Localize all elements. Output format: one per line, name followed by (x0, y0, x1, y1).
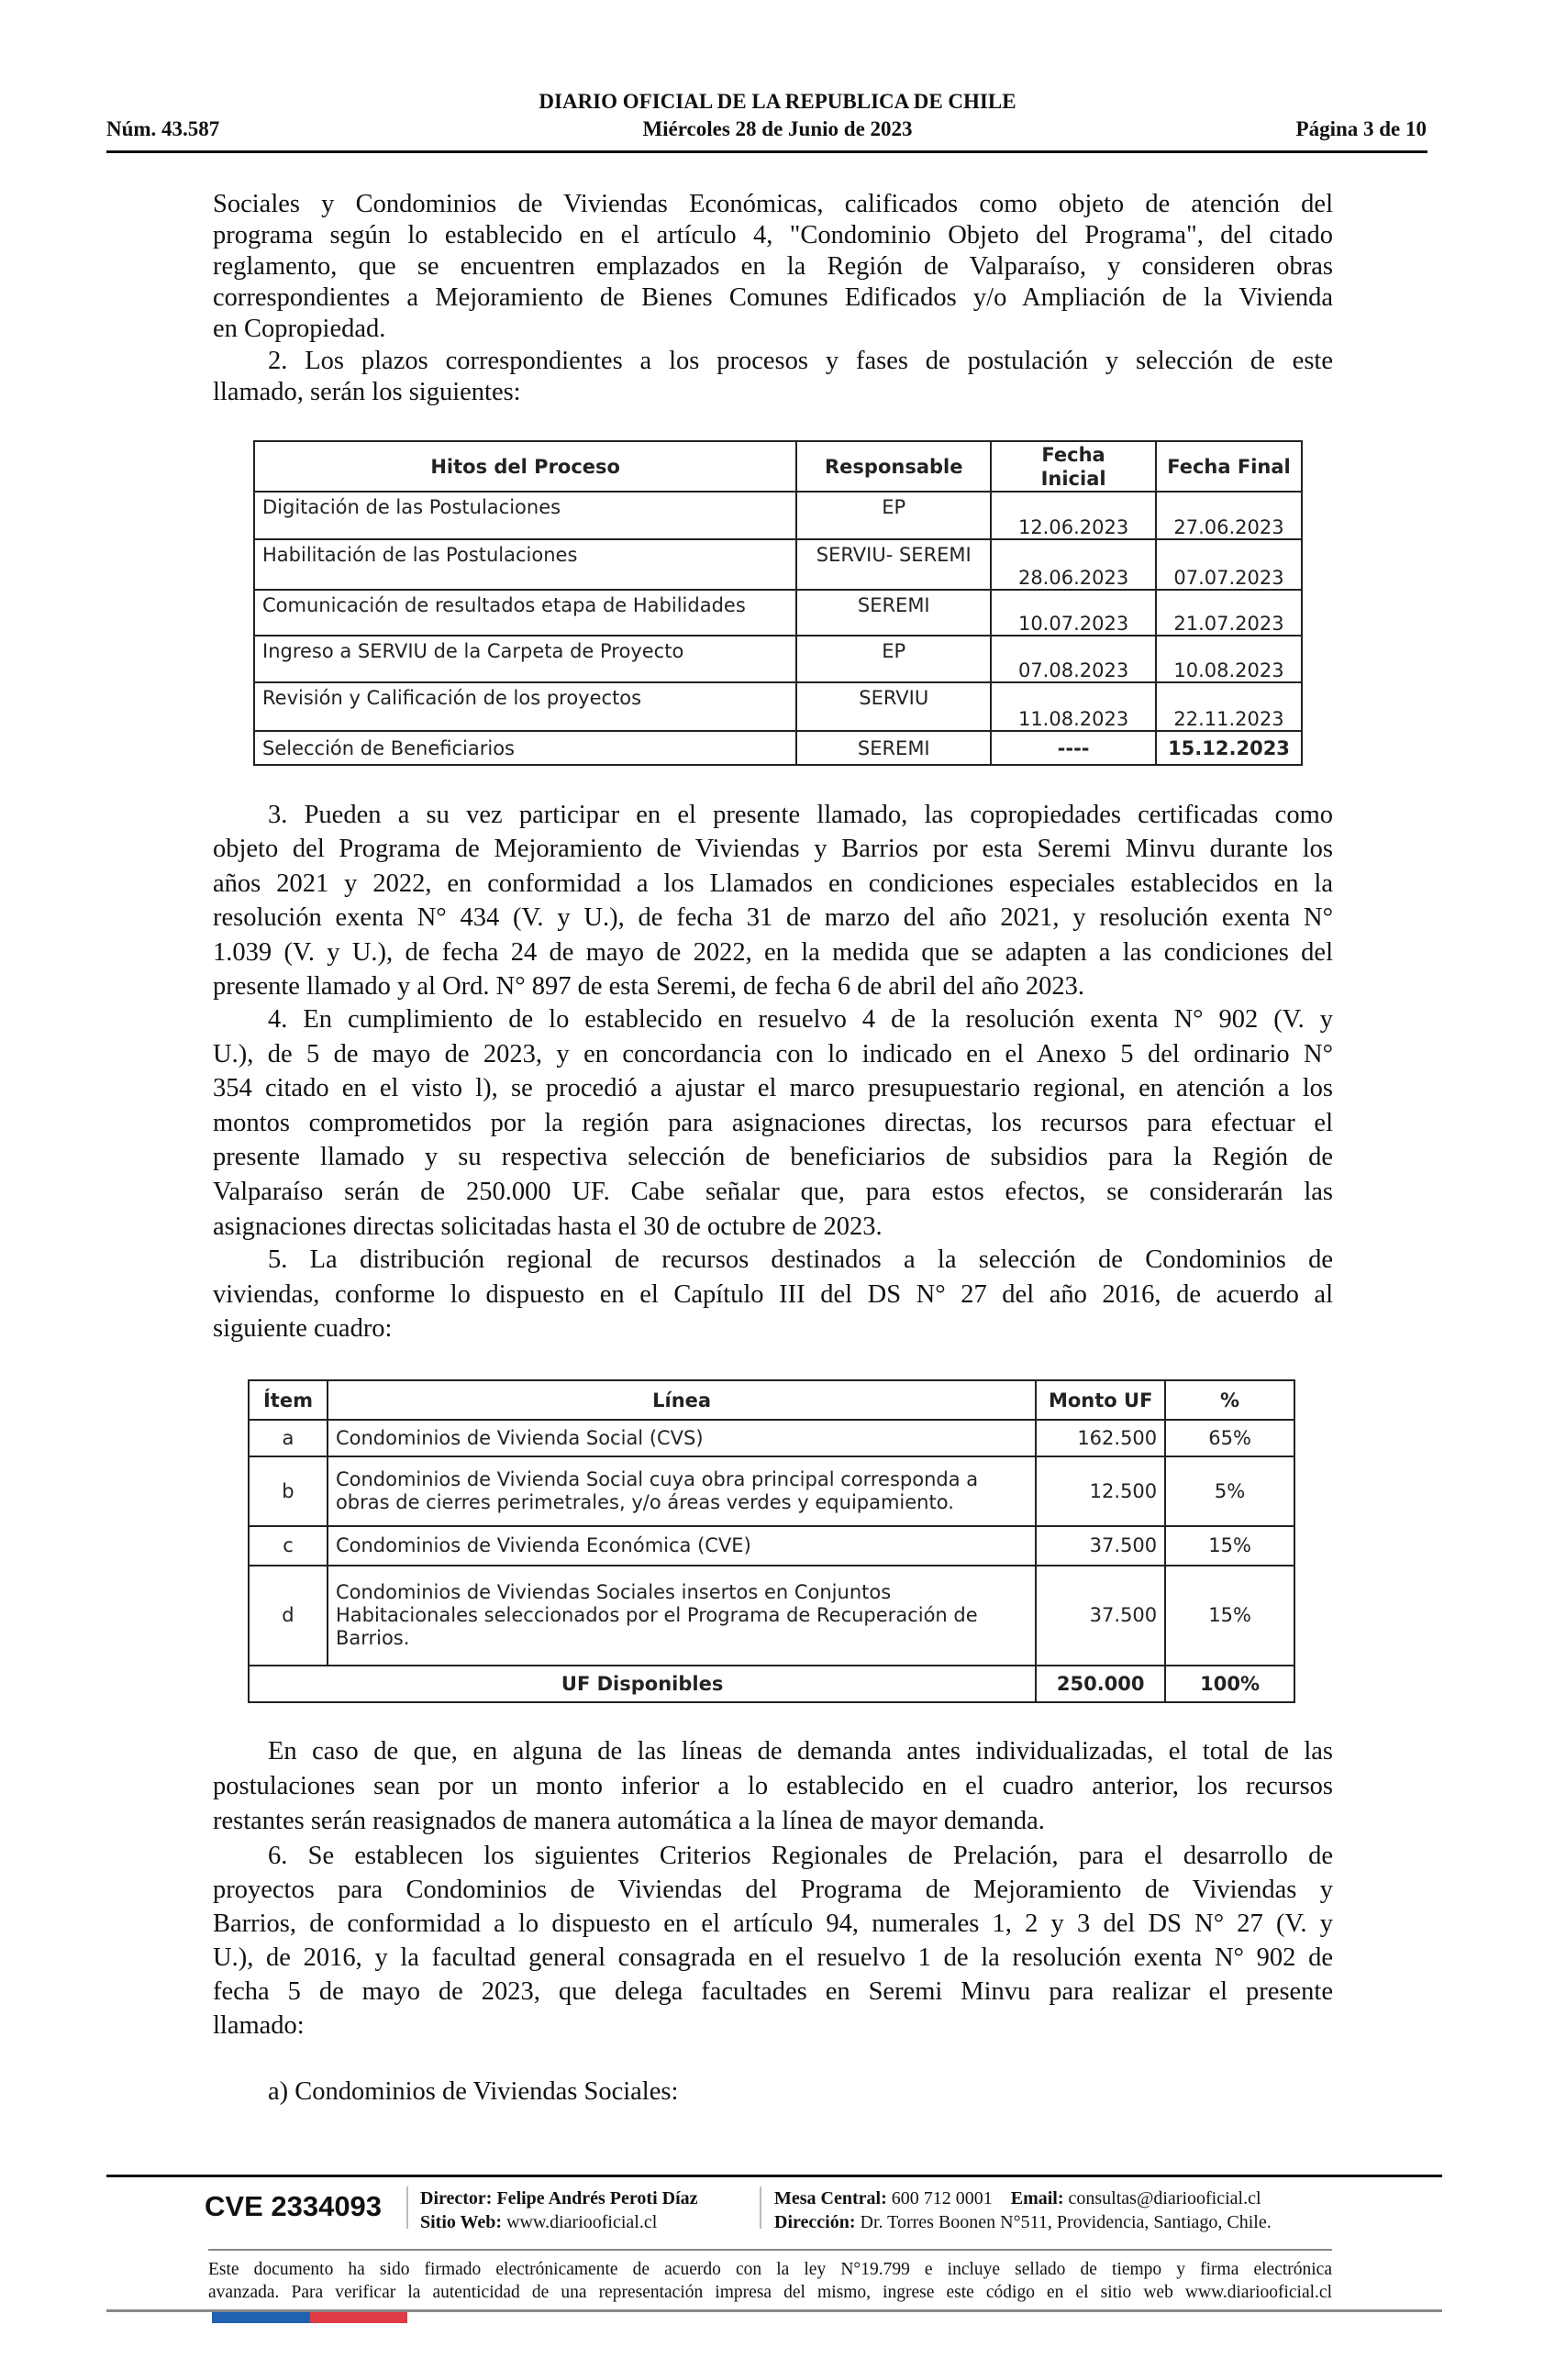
footer-separator (760, 2186, 761, 2229)
flag-stripe-blue (212, 2312, 310, 2323)
text-line: 5. La distribución regional de recursos destinados a la selección de Condominios de (268, 1245, 1333, 1274)
text-line: montos comprometidos por la región para asignaciones directas, los recursos para efectuar el (213, 1108, 1333, 1137)
newspaper-title: DIARIO OFICIAL DE LA REPUBLICA DE CHILE (539, 90, 1016, 113)
website-label: Sitio Web: (420, 2212, 503, 2232)
paragraph-5 (213, 1243, 1333, 1346)
col-header-fecha-final: Fecha Final (1156, 441, 1302, 492)
fecha-inicial-cell: 07.08.2023 (991, 636, 1156, 682)
hito-cell: Comunicación de resultados etapa de Habilidades (254, 590, 796, 636)
email-label: Email: (1010, 2188, 1064, 2208)
linea-cell: Condominios de Viviendas Sociales insertos en Conjuntos Habitacionales seleccionados por el Programa de Recuperación de Barrios. (328, 1566, 1036, 1666)
table-row (254, 492, 1302, 539)
col-header-hitos: Hitos del Proceso (254, 441, 796, 492)
text-line: siguiente cuadro: (213, 1314, 393, 1344)
col-header-fecha-inicial: Fecha Inicial (991, 441, 1156, 492)
item-cell: d (249, 1566, 328, 1666)
text-line: llamado, serán los siguientes: (213, 378, 521, 406)
table-row (254, 682, 1302, 731)
disclaimer (208, 2258, 1332, 2304)
fecha-inicial-cell: 11.08.2023 (991, 682, 1156, 731)
text-line: años 2021 y 2022, en conformidad a los Llamados en condiciones especiales establecidos en la (213, 869, 1333, 898)
disclaimer-line: avanzada. Para verificar la autenticidad de una representación impresa del mismo, ingrese este código en el sitio web www.diariooficial.cl (208, 2283, 1332, 2302)
table-row (254, 731, 1302, 765)
director-line (420, 2188, 698, 2209)
footer-separator (406, 2186, 408, 2229)
responsable-cell: SERVIU (796, 682, 991, 731)
disclaimer-line: Este documento ha sido firmado electrónicamente de acuerdo con la ley N°19.799 e incluye sellado de tiempo y firma electrónica (208, 2260, 1332, 2279)
col-header-linea: Línea (328, 1380, 1036, 1420)
header-rule (106, 150, 1427, 153)
item-cell: a (249, 1420, 328, 1456)
flag-stripe-red (310, 2312, 407, 2323)
issue-number: Núm. 43.587 (106, 117, 220, 140)
text-line: llamado: (213, 2011, 305, 2040)
table-row (249, 1420, 1294, 1456)
fecha-final-cell: 15.12.2023 (1156, 731, 1302, 765)
text-line: viviendas, conforme lo dispuesto en el Capítulo III del DS N° 27 del año 2016, de acuerdo al (213, 1279, 1333, 1309)
linea-cell: Condominios de Vivienda Social cuya obra principal corresponda a obras de cierres perimetrales, y/o áreas verdes y equipamiento. (328, 1456, 1036, 1526)
text-line: restantes serán reasignados de manera automática a la línea de mayor demanda. (213, 1807, 1045, 1835)
text-line: fecha 5 de mayo de 2023, que delega facultades en Seremi Minvu para realizar el presente (213, 1977, 1333, 2006)
issue-date: Miércoles 28 de Junio de 2023 (642, 117, 913, 140)
monto-cell: 12.500 (1036, 1456, 1165, 1526)
text-line: postulaciones sean por un monto inferior a lo establecido en el cuadro anterior, los recursos (213, 1772, 1333, 1800)
fecha-final-cell: 10.08.2023 (1156, 636, 1302, 682)
text-line: asignaciones directas solicitadas hasta el 30 de octubre de 2023. (213, 1212, 883, 1241)
text-line: U.), de 2016, y la facultad general consagrada en el resuelvo 1 de la resolución exenta N° 902 de (213, 1943, 1333, 1972)
text-line: programa según lo establecido en el artículo 4, "Condominio Objeto del Programa", del citado (213, 221, 1333, 249)
text-line: correspondientes a Mejoramiento de Bienes Comunes Edificados y/o Ampliación de la Vivienda (213, 283, 1333, 312)
page-number: Página 3 de 10 (1295, 117, 1427, 140)
text-line: 354 citado en el visto l), se procedió a ajustar el marco presupuestario regional, en atención a los (213, 1074, 1333, 1103)
director-name: Felipe Andrés Peroti Díaz (496, 2188, 698, 2208)
paragraph-2 (213, 346, 1333, 408)
text-line: En caso de que, en alguna de las líneas de demanda antes individualizadas, el total de las (268, 1737, 1333, 1766)
percent-cell: 65% (1165, 1420, 1294, 1456)
cve-code: CVE 2334093 (205, 2190, 383, 2222)
col-header-responsable: Responsable (796, 441, 991, 492)
fecha-inicial-cell: ---- (991, 731, 1156, 765)
total-monto: 250.000 (1036, 1666, 1165, 1702)
text-line: a) Condominios de Viviendas Sociales: (268, 2077, 679, 2106)
director-label: Director: (420, 2188, 493, 2208)
total-percent: 100% (1165, 1666, 1294, 1702)
text-line: objeto del Programa de Mejoramiento de Viviendas y Barrios por esta Seremi Minvu durante los (213, 835, 1333, 864)
text-line: 2. Los plazos correspondientes a los procesos y fases de postulación y selección de este (268, 347, 1333, 375)
item-cell: c (249, 1526, 328, 1566)
website-line (420, 2212, 657, 2233)
address-label: Dirección: (774, 2212, 856, 2232)
total-label: UF Disponibles (249, 1666, 1036, 1702)
table-row (249, 1566, 1294, 1666)
monto-cell: 37.500 (1036, 1526, 1165, 1566)
text-line: presente llamado y su respectiva selección de beneficiarios de subsidios para la Región de (213, 1143, 1333, 1172)
plazos-table (253, 440, 1303, 766)
col-header-monto: Monto UF (1036, 1380, 1165, 1420)
hito-cell: Ingreso a SERVIU de la Carpeta de Proyecto (254, 636, 796, 682)
table-row (249, 1456, 1294, 1526)
text-line: en Copropiedad. (213, 315, 386, 343)
paragraph-8 (213, 2075, 1333, 2109)
hito-cell: Revisión y Calificación de los proyectos (254, 682, 796, 731)
monto-cell: 37.500 (1036, 1566, 1165, 1666)
col-header-percent: % (1165, 1380, 1294, 1420)
linea-cell: Condominios de Vivienda Social (CVS) (328, 1420, 1036, 1456)
linea-cell: Condominios de Vivienda Económica (CVE) (328, 1526, 1036, 1566)
text-line: Valparaíso serán de 250.000 UF. Cabe señalar que, para estos efectos, se considerarán las (213, 1177, 1333, 1206)
text-line: reglamento, que se encuentren emplazados en la Región de Valparaíso, y consideren obras (213, 252, 1333, 281)
paragraph-3 (213, 798, 1333, 1003)
text-line: proyectos para Condominios de Viviendas del Programa de Mejoramiento de Viviendas y (213, 1876, 1333, 1904)
footer-top-rule (106, 2175, 1442, 2177)
text-line: presente llamado y al Ord. N° 897 de esta Seremi, de fecha 6 de abril del año 2023. (213, 972, 1084, 1002)
text-line: Barrios, de conformidad a lo dispuesto en el artículo 94, numerales 1, 2 y 3 del DS N° 27 (V. y (213, 1910, 1333, 1938)
table-row (254, 590, 1302, 636)
paragraph-6 (213, 1734, 1333, 1839)
text-line: Sociales y Condominios de Viviendas Económicas, calificados como objeto de atención del (213, 190, 1333, 218)
text-line: 3. Pueden a su vez participar en el presente llamado, las copropiedades certificadas como (268, 801, 1333, 829)
contact-line (774, 2188, 1261, 2209)
responsable-cell: SERVIU- SEREMI (796, 539, 991, 590)
paragraph-4 (213, 1002, 1333, 1244)
fecha-inicial-cell: 10.07.2023 (991, 590, 1156, 636)
phone-label: Mesa Central: (774, 2188, 887, 2208)
email-link[interactable]: consultas@diariooficial.cl (1068, 2188, 1261, 2208)
hito-cell: Selección de Beneficiarios (254, 731, 796, 765)
paragraph-1 (213, 189, 1333, 345)
fecha-final-cell: 21.07.2023 (1156, 590, 1302, 636)
hito-cell: Digitación de las Postulaciones (254, 492, 796, 539)
responsable-cell: SEREMI (796, 731, 991, 765)
col-header-item: Ítem (249, 1380, 328, 1420)
fecha-inicial-cell: 28.06.2023 (991, 539, 1156, 590)
monto-cell: 162.500 (1036, 1420, 1165, 1456)
responsable-cell: EP (796, 492, 991, 539)
text-line: 4. En cumplimiento de lo establecido en resuelvo 4 de la resolución exenta N° 902 (V. y (268, 1005, 1333, 1034)
percent-cell: 15% (1165, 1526, 1294, 1566)
fecha-final-cell: 22.11.2023 (1156, 682, 1302, 731)
address: Dr. Torres Boonen N°511, Providencia, Santiago, Chile. (860, 2212, 1272, 2232)
table-row (249, 1526, 1294, 1566)
percent-cell: 15% (1165, 1566, 1294, 1666)
recursos-table (248, 1379, 1295, 1703)
table-row (254, 636, 1302, 682)
phone: 600 712 0001 (891, 2188, 993, 2208)
website-link[interactable]: www.diariooficial.cl (506, 2212, 658, 2232)
item-cell: b (249, 1456, 328, 1526)
responsable-cell: EP (796, 636, 991, 682)
percent-cell: 5% (1165, 1456, 1294, 1526)
footer-gray-rule (208, 2249, 1332, 2251)
paragraph-7 (213, 1839, 1333, 2042)
fecha-final-cell: 07.07.2023 (1156, 539, 1302, 590)
table-row (254, 539, 1302, 590)
responsable-cell: SEREMI (796, 590, 991, 636)
text-line: resolución exenta N° 434 (V. y U.), de fecha 31 de marzo del año 2021, y resolución exenta N° (213, 903, 1333, 933)
fecha-final-cell: 27.06.2023 (1156, 492, 1302, 539)
address-line (774, 2212, 1272, 2233)
text-line: 1.039 (V. y U.), de fecha 24 de mayo de 2022, en la medida que se adapten a las condiciones del (213, 937, 1333, 967)
text-line: U.), de 5 de mayo de 2023, y en concordancia con lo indicado en el Anexo 5 del ordinario N° (213, 1039, 1333, 1068)
fecha-inicial-cell: 12.06.2023 (991, 492, 1156, 539)
text-line: 6. Se establecen los siguientes Criterios Regionales de Prelación, para el desarrollo de (268, 1842, 1333, 1870)
hito-cell: Habilitación de las Postulaciones (254, 539, 796, 590)
